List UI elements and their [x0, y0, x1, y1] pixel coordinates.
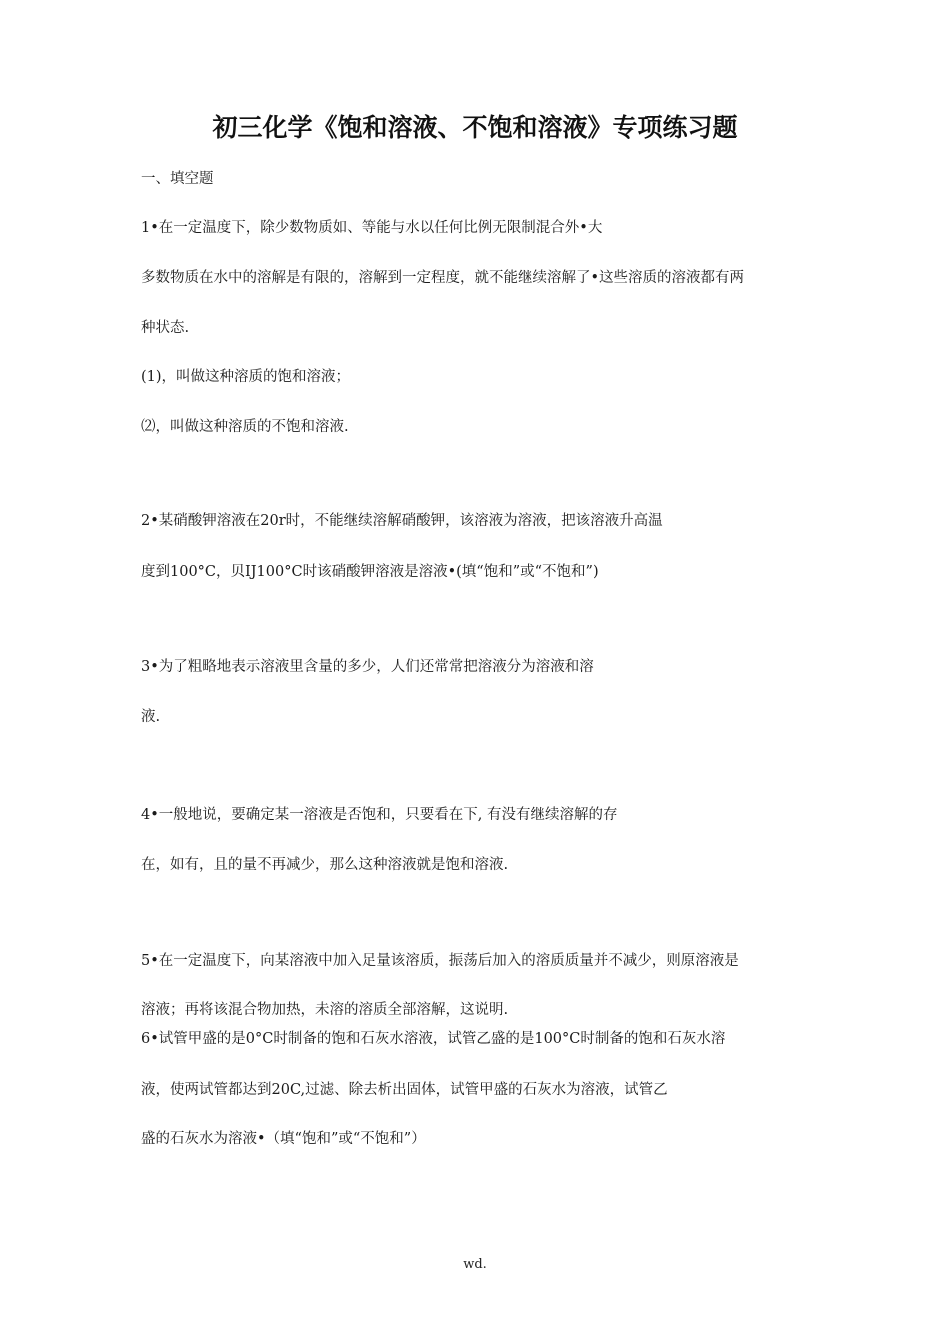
- question-6-line-1: 6•试管甲盛的是0°C时制备的饱和石灰水溶液，试管乙盛的是100°C时制备的饱和石灰水溶: [141, 1031, 726, 1047]
- question-3-line-2: 液.: [141, 709, 161, 725]
- question-1-line-2: 多数物质在水中的溶解是有限的，溶解到一定程度，就不能继续溶解了•这些溶质的溶液都有两: [141, 270, 745, 286]
- question-1-item-1: (1)，叫做这种溶质的饱和溶液；: [141, 369, 351, 385]
- page-title: 初三化学《饱和溶液、不饱和溶液》专项练习题: [212, 113, 738, 142]
- question-1-line-1: 1•在一定温度下，除少数物质如、等能与水以任何比例无限制混合外•大: [141, 220, 603, 236]
- question-1-line-3: 种状态.: [141, 320, 190, 336]
- question-3-line-1: 3•为了粗略地表示溶液里含量的多少，人们还常常把溶液分为溶液和溶: [141, 659, 594, 675]
- question-2-line-2: 度到100°C，贝IJ100°C时该硝酸钾溶液是溶液•(填“饱和”或“不饱和”): [141, 564, 599, 580]
- section-heading: 一、填空题: [141, 171, 214, 187]
- question-6-line-2: 液，使两试管都达到20C,过滤、除去析出固体，试管甲盛的石灰水为溶液，试管乙: [141, 1082, 668, 1098]
- question-6-line-3: 盛的石灰水为溶液•（填“饱和”或“不饱和”）: [141, 1131, 426, 1147]
- page-footer: wd.: [463, 1257, 487, 1272]
- question-4-line-2: 在，如有，且的量不再减少，那么这种溶液就是饱和溶液.: [141, 857, 509, 873]
- question-2-line-1: 2•某硝酸钾溶液在20r时，不能继续溶解硝酸钾，该溶液为溶液，把该溶液升高温: [141, 513, 663, 529]
- question-1-item-2: ⑵，叫做这种溶质的不饱和溶液.: [141, 419, 349, 435]
- question-4-line-1: 4•一般地说，要确定某一溶液是否饱和，只要看在下, 有没有继续溶解的存: [141, 807, 618, 823]
- question-5-line-2: 溶液；再将该混合物加热，未溶的溶质全部溶解，这说明.: [141, 1002, 509, 1018]
- question-5-line-1: 5•在一定温度下，向某溶液中加入足量该溶质，振荡后加入的溶质质量并不减少，则原溶液是: [141, 953, 739, 969]
